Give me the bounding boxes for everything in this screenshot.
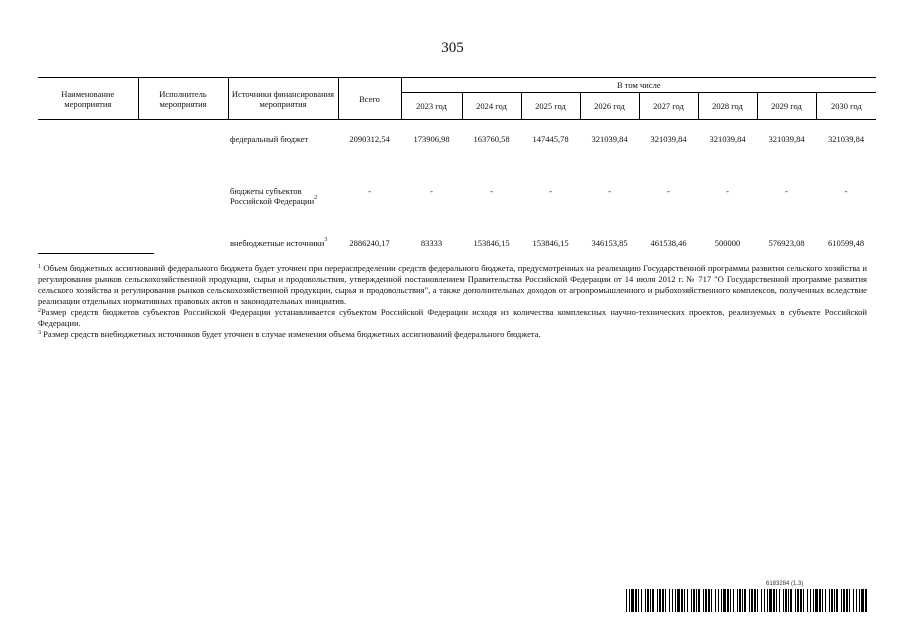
header-year-2027: 2027 год [639,93,698,120]
barcode-code: 6183284 (1.3) [766,581,804,587]
header-total: Всего [338,78,401,120]
footnote-mark: 2 [38,308,41,314]
value-cell: 321039,84 [591,134,628,144]
header-year-2024: 2024 год [462,93,521,120]
header-year-2029: 2029 год [757,93,816,120]
header-executor: Исполнитель мероприятия [138,78,228,120]
total-cell: 2886240,17 [349,238,390,248]
source-label: бюджеты субъектов Российской Федерации [230,186,315,206]
footnote-mark: 3 [324,237,328,243]
header-sources: Источники финансирования мероприятия [228,78,338,120]
footnote-mark: 1 [38,264,41,270]
value-cell: - [430,186,433,196]
page-number: 305 [441,40,464,56]
value-cell: 610599,48 [827,238,865,248]
source-cell [228,120,338,175]
footnote-3 [38,329,867,340]
value-cell: - [726,186,729,196]
value-cell: - [608,186,611,196]
budget-table [38,77,876,278]
table-row-regional [38,174,876,226]
footnote-text: Размер средств внебюджетных источников будет уточнен в случае изменения объема бюджетных ассигнований федерального бюджета. [41,329,541,339]
value-cell: 321039,84 [827,134,865,144]
value-cell: - [549,186,552,196]
footnote-text: Объем бюджетных ассигнований федерального бюджета будет уточнен при перераспределении средств федерального бюджета, предусмотренных на реализацию Государственной программы развития сельского хозяйства и регулирования рынков сельскохозяйственной продукции, сырья и продовольствия, утвержденной постановлением Правительства Российской Федерации от 14 июля 2012 г. № 717 "О Государственной программе развития сельского хозяйства и регулирования рынков сельскохозяйственной продукции, сырья и продовольствия", а также дополнительных доходов от агропромышленного и рыбохозяйственного комплексов, полученных вследствие реализации отдельных нормативных правовых актов и законодательных инициатив. [38,263,867,306]
value-cell: 346153,85 [591,238,628,248]
total-cell: - [368,186,371,196]
value-cell: 321039,84 [768,134,805,144]
footnotes [38,263,867,340]
total-cell: 2090312,54 [349,134,390,144]
header-year-2028: 2028 год [698,93,757,120]
value-cell: 576923,08 [768,238,805,248]
footnote-divider [38,253,154,254]
value-cell: 163760,58 [473,134,510,144]
value-cell: 321039,84 [650,134,687,144]
header-year-2030: 2030 год [816,93,876,120]
footnote-text: Размер средств бюджетов субъектов Российской Федерации устанавливается субъектом Российской Федерации исходя из количества комплексных научно-технических проектов, реализуемых в субъекте Российской Федерации. [38,307,867,328]
value-cell: 83333 [420,238,443,248]
value-cell: - [844,186,848,196]
header-name: Наименование мероприятия [38,78,138,120]
value-cell: 461538,46 [650,238,687,248]
value-cell: - [667,186,670,196]
footnote-mark: 2 [314,195,318,201]
value-cell: - [490,186,493,196]
barcode-image [626,589,868,612]
header-including: В том числе [401,78,876,93]
source-cell [228,174,338,226]
header-year-2023: 2023 год [401,93,462,120]
value-cell: 147445,78 [532,134,569,144]
footnote-1 [38,263,867,307]
header-row [38,78,876,93]
value-cell: 500000 [714,238,741,248]
value-cell: 153846,15 [532,238,569,248]
value-cell: - [785,186,788,196]
header-year-2025: 2025 год [521,93,580,120]
value-cell: 153846,15 [473,238,510,248]
header-year-2026: 2026 год [580,93,639,120]
value-cell: 321039,84 [709,134,746,144]
value-cell: 173906,98 [413,134,450,144]
footnote-2 [38,307,867,329]
source-label: внебюджетные источники [230,238,325,248]
footnote-mark: 3 [38,330,41,336]
source-label: федеральный бюджет [230,134,309,144]
table-row-federal [38,120,876,175]
